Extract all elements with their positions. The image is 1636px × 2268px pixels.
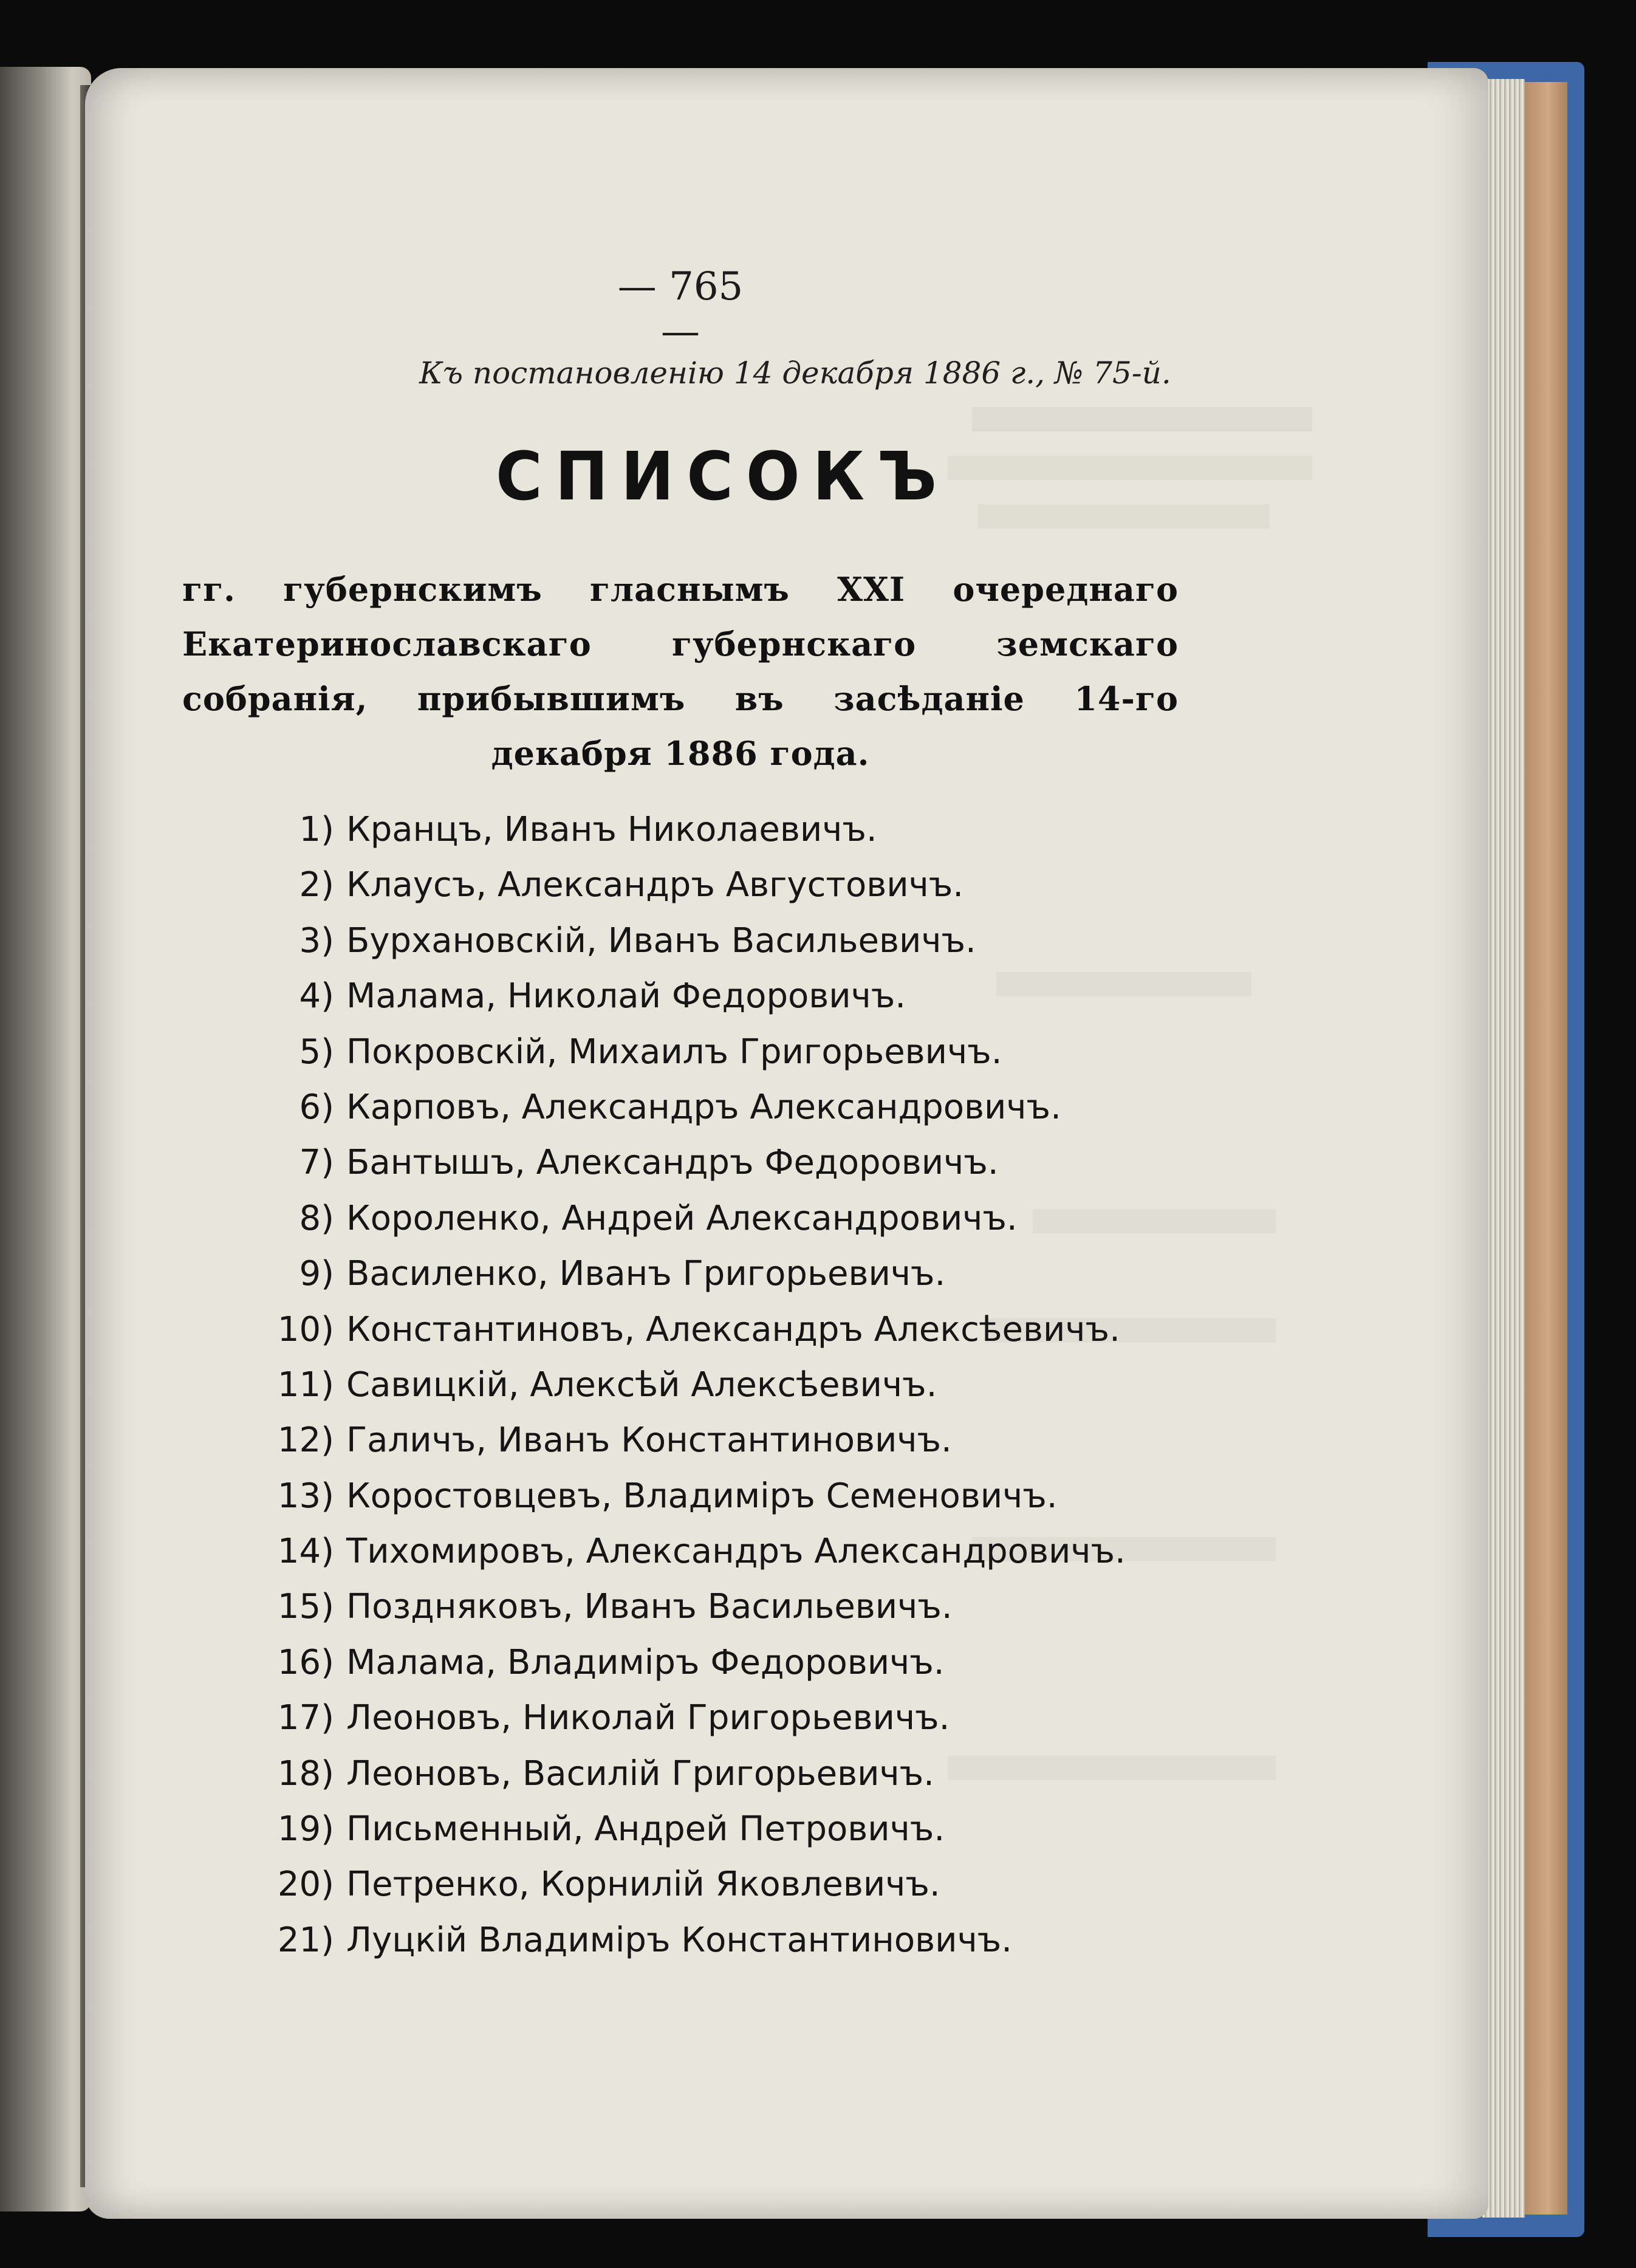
member-name: Малама, Николай Федоровичъ. <box>346 976 906 1016</box>
member-name: Василенко, Иванъ Григорьевичъ. <box>346 1254 946 1294</box>
item-number: 19) <box>277 1809 334 1849</box>
member-name: Письменный, Андрей Петровичъ. <box>346 1809 945 1849</box>
member-name: Кранцъ, Иванъ Николаевичъ. <box>346 810 877 849</box>
item-number: 12) <box>277 1420 334 1461</box>
show-through <box>948 456 1312 480</box>
member-name: Бурхановскій, Иванъ Васильевичъ. <box>346 920 976 961</box>
member-name: Савицкій, Алексѣй Алексѣевичъ. <box>346 1365 937 1405</box>
item-number: 1) <box>299 810 334 849</box>
resolution-reference: Къ постановленію 14 декабря 1886 г., № 75-й. <box>419 355 1171 391</box>
list-subtitle: гг. губернскимъ гласнымъ XXI очереднаго Екатеринославскаго губернскаго земскаго собранія, прибывшимъ въ засѣданіе 14-го декабря 1886 года. <box>182 570 1179 773</box>
show-through <box>972 407 1312 431</box>
list-item <box>240 1690 1212 1746</box>
member-name: Клаусъ, Александръ Августовичъ. <box>346 865 964 905</box>
item-number: 4) <box>299 976 334 1016</box>
list-item <box>240 1524 1212 1579</box>
list-item <box>240 1913 1212 1968</box>
item-number: 18) <box>277 1753 334 1794</box>
item-number: 7) <box>299 1143 334 1183</box>
page-number: — 765 — <box>617 264 744 354</box>
list-item <box>240 913 1212 968</box>
member-name: Карповъ, Александръ Александровичъ. <box>346 1087 1061 1127</box>
endpaper <box>1519 82 1567 2215</box>
list-item <box>240 1302 1212 1357</box>
list-item <box>240 1635 1212 1690</box>
item-number: 17) <box>277 1698 334 1738</box>
show-through <box>978 504 1270 529</box>
member-name: Леоновъ, Николай Григорьевичъ. <box>346 1698 950 1738</box>
left-page-edge <box>0 67 91 2211</box>
member-name: Малама, Владиміръ Федоровичъ. <box>346 1642 945 1682</box>
member-name: Галичъ, Иванъ Константиновичъ. <box>346 1420 952 1461</box>
list-item <box>240 1468 1212 1524</box>
page-title: СПИСОКЪ <box>496 437 950 515</box>
member-name: Покровскій, Михаилъ Григорьевичъ. <box>346 1032 1002 1072</box>
item-number: 21) <box>277 1920 334 1960</box>
list-item <box>240 1246 1212 1301</box>
item-number: 15) <box>277 1587 334 1627</box>
list-item <box>240 1024 1212 1080</box>
list-item <box>240 1135 1212 1190</box>
list-item <box>240 1857 1212 1912</box>
item-number: 13) <box>277 1476 334 1516</box>
page-block-edge <box>1482 79 1525 2218</box>
item-number: 6) <box>299 1087 334 1127</box>
list-item <box>240 1191 1212 1246</box>
item-number: 3) <box>299 920 334 961</box>
list-item <box>240 968 1212 1024</box>
item-number: 10) <box>277 1309 334 1349</box>
item-number: 8) <box>299 1198 334 1238</box>
member-name: Коростовцевъ, Владиміръ Семеновичъ. <box>346 1476 1058 1516</box>
member-name: Тихомировъ, Александръ Александровичъ. <box>346 1532 1126 1572</box>
list-item <box>240 1080 1212 1135</box>
member-name: Луцкій Владиміръ Константиновичъ. <box>346 1920 1013 1960</box>
list-item <box>240 857 1212 913</box>
item-number: 2) <box>299 865 334 905</box>
item-number: 11) <box>277 1365 334 1405</box>
item-number: 5) <box>299 1032 334 1072</box>
list-item <box>240 1413 1212 1468</box>
member-name: Поздняковъ, Иванъ Васильевичъ. <box>346 1587 953 1627</box>
member-name: Константиновъ, Александръ Алексѣевичъ. <box>346 1309 1120 1349</box>
item-number: 20) <box>277 1865 334 1905</box>
member-name: Бантышъ, Александръ Федоровичъ. <box>346 1143 999 1183</box>
list-item <box>240 1746 1212 1801</box>
list-item <box>240 1579 1212 1634</box>
member-name: Петренко, Корнилій Яковлевичъ. <box>346 1865 940 1905</box>
item-number: 9) <box>299 1254 334 1294</box>
list-item <box>240 1801 1212 1857</box>
item-number: 14) <box>277 1532 334 1572</box>
member-name: Леоновъ, Василій Григорьевичъ. <box>346 1753 934 1794</box>
item-number: 16) <box>277 1642 334 1682</box>
member-name: Короленко, Андрей Александровичъ. <box>346 1198 1018 1238</box>
list-item <box>240 802 1212 857</box>
list-item <box>240 1357 1212 1413</box>
member-list <box>240 802 1212 1968</box>
